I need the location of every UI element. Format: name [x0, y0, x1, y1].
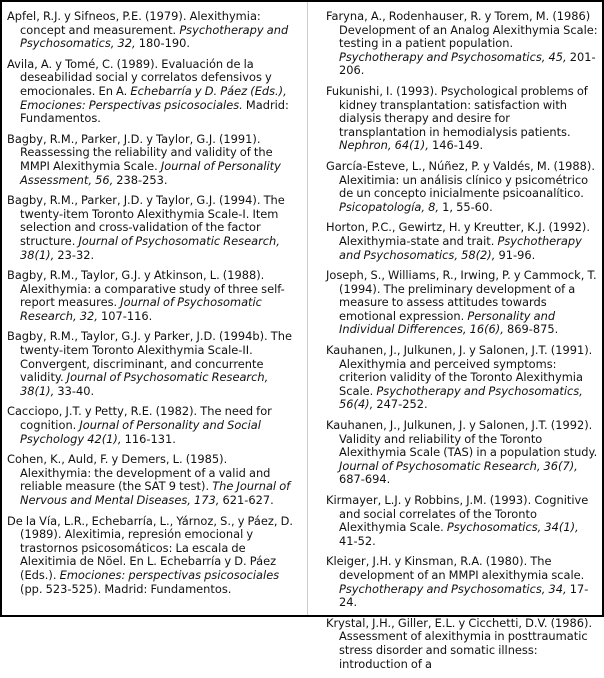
column-gutter	[307, 2, 308, 615]
reference-entry: García-Esteve, L., Núñez, P. y Valdés, M. (1988). Alexitimia: un análisis clínico y psicométrico de un concepto inicialmente psicoanalítico. Psicopatología, 8, 1, 55-60.	[326, 158, 595, 214]
reference-entry: Kauhanen, J., Julkunen, J. y Salonen, J.T. (1992). Validity and reliability of the Toronto Alexithymia Scale (TAS) in a population study. Journal of Psychosomatic Research, 36(7), 687-694.	[326, 418, 598, 487]
reference-entry: Apfel, R.J. y Sifneos, P.E. (1979). Alexithymia: concept and measurement. Psychotherapy and Psychosomatics, 32, 180-190.	[7, 9, 289, 51]
reference-entry: Bagby, R.M., Parker, J.D. y Taylor, G.J. (1994). The twenty-item Toronto Alexithymia Scale-I. Item selection and cross-validation of the factor structure. Journal of Psychosomatic Research, 38(1), 23-32.	[7, 193, 285, 262]
references-right-column	[326, 10, 598, 678]
reference-entry: Kirmayer, L.J. y Robbins, J.M. (1993). Cognitive and social correlates of the Toronto Alexithymia Scale. Psychosomatics, 34(1), 41-52.	[326, 493, 589, 548]
reference-entry: Krystal, J.H., Giller, E.L. y Cicchetti, D.V. (1986). Assessment of alexithymia in posttraumatic stress disorder and somatic illness: introduction of a	[326, 615, 593, 671]
reference-entry: Cacciopo, J.T. y Petty, R.E. (1982). The need for cognition. Journal of Personality and Social Psychology 42(1), 116-131.	[7, 404, 272, 446]
reference-entry: Joseph, S., Williams, R., Irwing, P. y Cammock, T. (1994). The preliminary development of a measure to assess attitudes towards emotional expression. Personality and Individual Differences, 16(6), 869-875.	[326, 268, 597, 337]
reference-entry: Avila, A. y Tomé, C. (1989). Evaluación de la deseabilidad social y correlatos defensivos y emocionales. En A. Echebarría y D. Páez (Eds.), Emociones: Perspectivas psicosociales. Madrid: Fundamentos.	[7, 56, 289, 126]
reference-entry: De la Vía, L.R., Echebarría, L., Yárnoz, S., y Páez, D. (1989). Alexitimia, represión emocional y trastornos psicosomáticos: La escala de Alexitimia de Nöel. En L. Echebarría y D. Páez (Eds.). Emociones: perspectivas psicosociales (pp. 523-525). Madrid: Fundamentos.	[7, 513, 294, 596]
references-left-column	[7, 10, 293, 603]
reference-entry: Bagby, R.M., Taylor, G.J. y Atkinson, L. (1988). Alexithymia: a comparative study of three self-report measures. Journal of Psychosomatic Research, 32, 107-116.	[7, 268, 285, 323]
reference-entry: Bagby, R.M., Taylor, G.J. y Parker, J.D. (1994b). The twenty-item Toronto Alexithymia Scale-II. Convergent, discriminant, and concurrente validity. Journal of Psychosomatic Research, 38(1), 33-40.	[7, 329, 292, 398]
reference-entry: Kleiger, J.H. y Kinsman, R.A. (1980). The development of an MMPI alexithymia scale. Psychotherapy and Psychosomatics, 34, 17-24.	[326, 554, 589, 610]
reference-entry: Cohen, K., Auld, F. y Demers, L. (1985). Alexithymia: the development of a valid and reliable measure (the SAT 9 test). The Journal of Nervous and Mental Diseases, 173, 621-627.	[7, 452, 291, 507]
reference-entry: Kauhanen, J., Julkunen, J. y Salonen, J.T. (1991). Alexithymia and perceived symptoms: criterion validity of the Toronto Alexithymia Scale. Psychotherapy and Psychosomatics, 56(4), 247-252.	[326, 343, 593, 412]
reference-entry: Bagby, R.M., Parker, J.D. y Taylor, G.J. (1991). Reassessing the reliability and validity of the MMPI Alexithymia Scale. Journal of Personality Assessment, 56, 238-253.	[7, 131, 281, 187]
reference-entry: Faryna, A., Rodenhauser, R. y Torem, M. (1986) Development of an Analog Alexithymia Scale: testing in a patient population. Psychotherapy and Psychosomatics, 45, 201-206.	[326, 9, 598, 78]
reference-entry: Horton, P.C., Gewirtz, H. y Kreutter, K.J. (1992). Alexithymia-state and trait. Psychotherapy and Psychosomatics, 58(2), 91-96.	[326, 220, 590, 262]
reference-entry: Fukunishi, I. (1993). Psychological problems of kidney transplantation: satisfaction with dialysis therapy and desire for transplantation in hemodialysis patients. Nephron, 64(1), 146-149.	[326, 83, 588, 153]
